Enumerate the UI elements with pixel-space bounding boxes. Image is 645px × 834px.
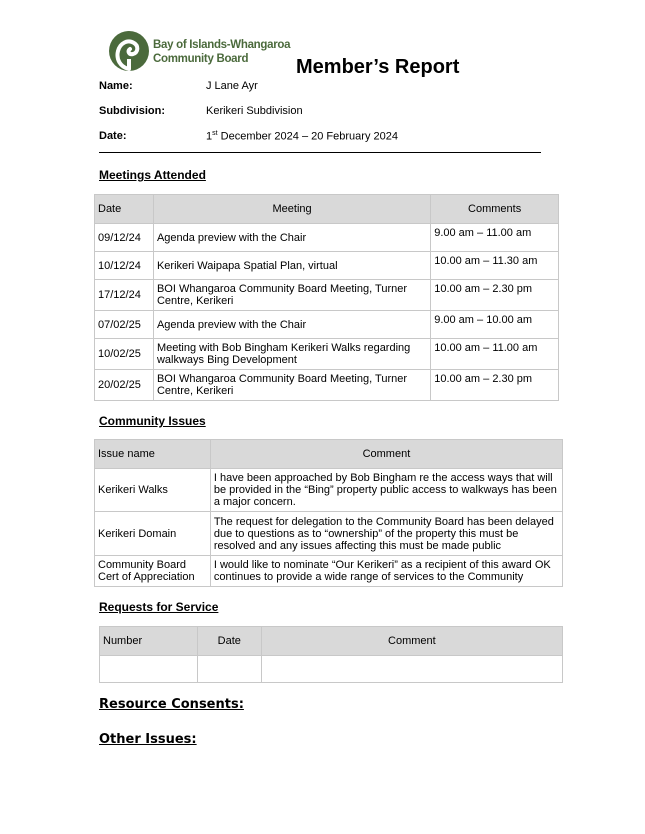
meetings-heading: Meetings Attended [99, 168, 206, 182]
meeting-name: Agenda preview with the Chair [153, 311, 430, 339]
logo-line2: Community Board [153, 53, 249, 65]
subdivision-value: Kerikeri Subdivision [206, 105, 303, 117]
table-row [95, 469, 563, 512]
meeting-date: 17/12/24 [95, 280, 154, 311]
request-date-cell [197, 656, 261, 683]
meeting-name: Agenda preview with the Chair [153, 224, 430, 252]
board-logo [108, 29, 291, 75]
issues-col-comment: Comment [210, 440, 562, 469]
name-value: J Lane Ayr [206, 80, 258, 92]
issue-name: Community Board Cert of Appreciation [95, 556, 211, 587]
request-comment-cell [261, 656, 562, 683]
meeting-comment: 10.00 am – 11.30 am [431, 252, 559, 280]
table-row [95, 252, 559, 280]
requests-col-number: Number [100, 627, 198, 656]
meeting-comment: 10.00 am – 11.00 am [431, 339, 559, 370]
koru-logo-icon [108, 29, 150, 73]
meeting-name: Meeting with Bob Bingham Kerikeri Walks regarding walkways Bing Development [153, 339, 430, 370]
meetings-table [94, 194, 559, 401]
requests-table [99, 626, 563, 683]
issue-comment: I have been approached by Bob Bingham re the access ways that will be provided in the “Bing” property public access to walkways has been a major concern. [210, 469, 562, 512]
table-row [95, 280, 559, 311]
table-row [95, 556, 563, 587]
logo-line1: Bay of Islands-Whangaroa [153, 39, 291, 51]
issues-col-name: Issue name [95, 440, 211, 469]
meeting-date: 10/12/24 [95, 252, 154, 280]
issue-comment: I would like to nominate “Our Kerikeri” as a recipient of this award OK continues to provide a wide range of services to the Community [210, 556, 562, 587]
meeting-comment: 10.00 am – 2.30 pm [431, 370, 559, 401]
table-row [95, 339, 559, 370]
meeting-name: BOI Whangaroa Community Board Meeting, Turner Centre, Kerikeri [153, 280, 430, 311]
date-value: 1st December 2024 – 20 February 2024 [206, 130, 398, 143]
requests-header-row [100, 627, 563, 656]
date-label: Date: [99, 130, 127, 142]
name-label: Name: [99, 80, 133, 92]
requests-col-comment: Comment [261, 627, 562, 656]
request-number-cell [100, 656, 198, 683]
meeting-comment: 9.00 am – 11.00 am [431, 224, 559, 252]
table-row [95, 370, 559, 401]
meeting-comment: 9.00 am – 10.00 am [431, 311, 559, 339]
table-row [95, 311, 559, 339]
meeting-comment: 10.00 am – 2.30 pm [431, 280, 559, 311]
table-row [95, 512, 563, 556]
meetings-col-meeting: Meeting [153, 195, 430, 224]
issue-name: Kerikeri Domain [95, 512, 211, 556]
meeting-date: 07/02/25 [95, 311, 154, 339]
issues-table [94, 439, 563, 587]
issues-header-row [95, 440, 563, 469]
meetings-header-row [95, 195, 559, 224]
meetings-col-date: Date [95, 195, 154, 224]
meeting-date: 20/02/25 [95, 370, 154, 401]
issue-name: Kerikeri Walks [95, 469, 211, 512]
subdivision-label: Subdivision: [99, 105, 165, 117]
meeting-name: Kerikeri Waipapa Spatial Plan, virtual [153, 252, 430, 280]
issue-comment: The request for delegation to the Community Board has been delayed due to questions as to “ownership” of the property this must be resolved and any issues affecting this must be made public [210, 512, 562, 556]
divider [99, 152, 541, 153]
meeting-date: 09/12/24 [95, 224, 154, 252]
requests-col-date: Date [197, 627, 261, 656]
other-issues-heading: Other Issues: [99, 732, 197, 747]
meetings-col-comments: Comments [431, 195, 559, 224]
issues-heading: Community Issues [99, 414, 206, 428]
resource-consents-heading: Resource Consents: [99, 697, 244, 712]
table-row [100, 656, 563, 683]
table-row [95, 224, 559, 252]
page-title: Member’s Report [296, 56, 460, 78]
requests-heading: Requests for Service [99, 600, 219, 614]
meeting-date: 10/02/25 [95, 339, 154, 370]
meeting-name: BOI Whangaroa Community Board Meeting, Turner Centre, Kerikeri [153, 370, 430, 401]
